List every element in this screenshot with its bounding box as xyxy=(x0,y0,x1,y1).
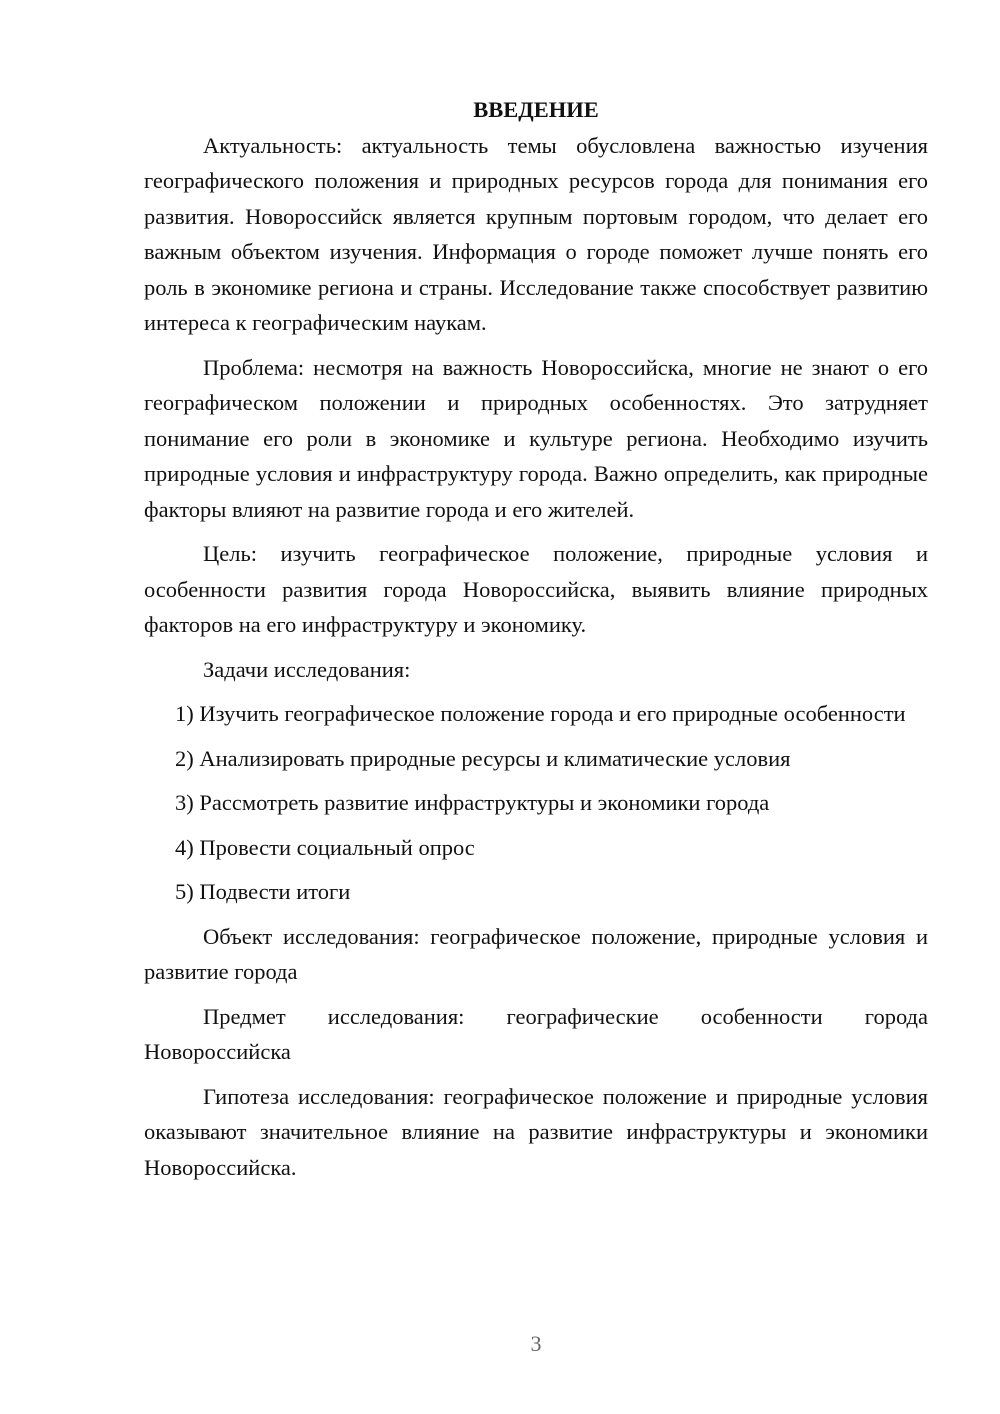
paragraph-goal: Цель: изучить географическое положение, природные условия и особенности развития города Новороссийска, выявить влияние природных факторов на его инфраструктуру и экономику. xyxy=(144,541,928,637)
paragraph-relevance: Актуальность: актуальность темы обусловлена важностью изучения географического положения и природных ресурсов города для понимания его развития. Новороссийск является крупным портовым городом, что делает его важным объектом изучения. Информация о городе поможет лучше понять его роль в экономике региона и страны. Исследование также способствует развитию интереса к географическим наукам. xyxy=(144,132,928,335)
list-item: 4) Провести социальный опрос xyxy=(175,834,475,860)
list-item: 2) Анализировать природные ресурсы и климатические условия xyxy=(175,745,791,771)
page-number: 3 xyxy=(530,1331,542,1356)
tasks-heading: Задачи исследования: xyxy=(203,656,411,682)
list-item: 1) Изучить географическое положение города и его природные особенности xyxy=(175,701,906,726)
paragraph-problem: Проблема: несмотря на важность Новороссийска, многие не знают о его географическом положении и природных особенностях. Это затрудняет понимание его роли в экономике и культуре региона. Необходимо изучить природные условия и инфраструктуру города. Важно определить, как природные факторы влияют на развитие города и его жителей. xyxy=(144,354,928,522)
paragraph-hypothesis: Гипотеза исследования: географическое положение и природные условия оказывают значительное влияние на развитие инфраструктуры и экономики Новороссийска. xyxy=(144,1083,928,1180)
list-item: 3) Рассмотреть развитие инфраструктуры и экономики города xyxy=(175,790,770,815)
tasks-list xyxy=(144,696,928,910)
document-page xyxy=(144,92,928,1185)
list-item: 5) Подвести итоги xyxy=(175,879,351,904)
paragraph-object: Объект исследования: географическое положение, природные условия и развитие города xyxy=(144,923,928,984)
page-title: ВВЕДЕНИЕ xyxy=(473,97,599,122)
paragraph-subject: Предмет исследования: географические особенности города Новороссийска xyxy=(144,1003,928,1064)
